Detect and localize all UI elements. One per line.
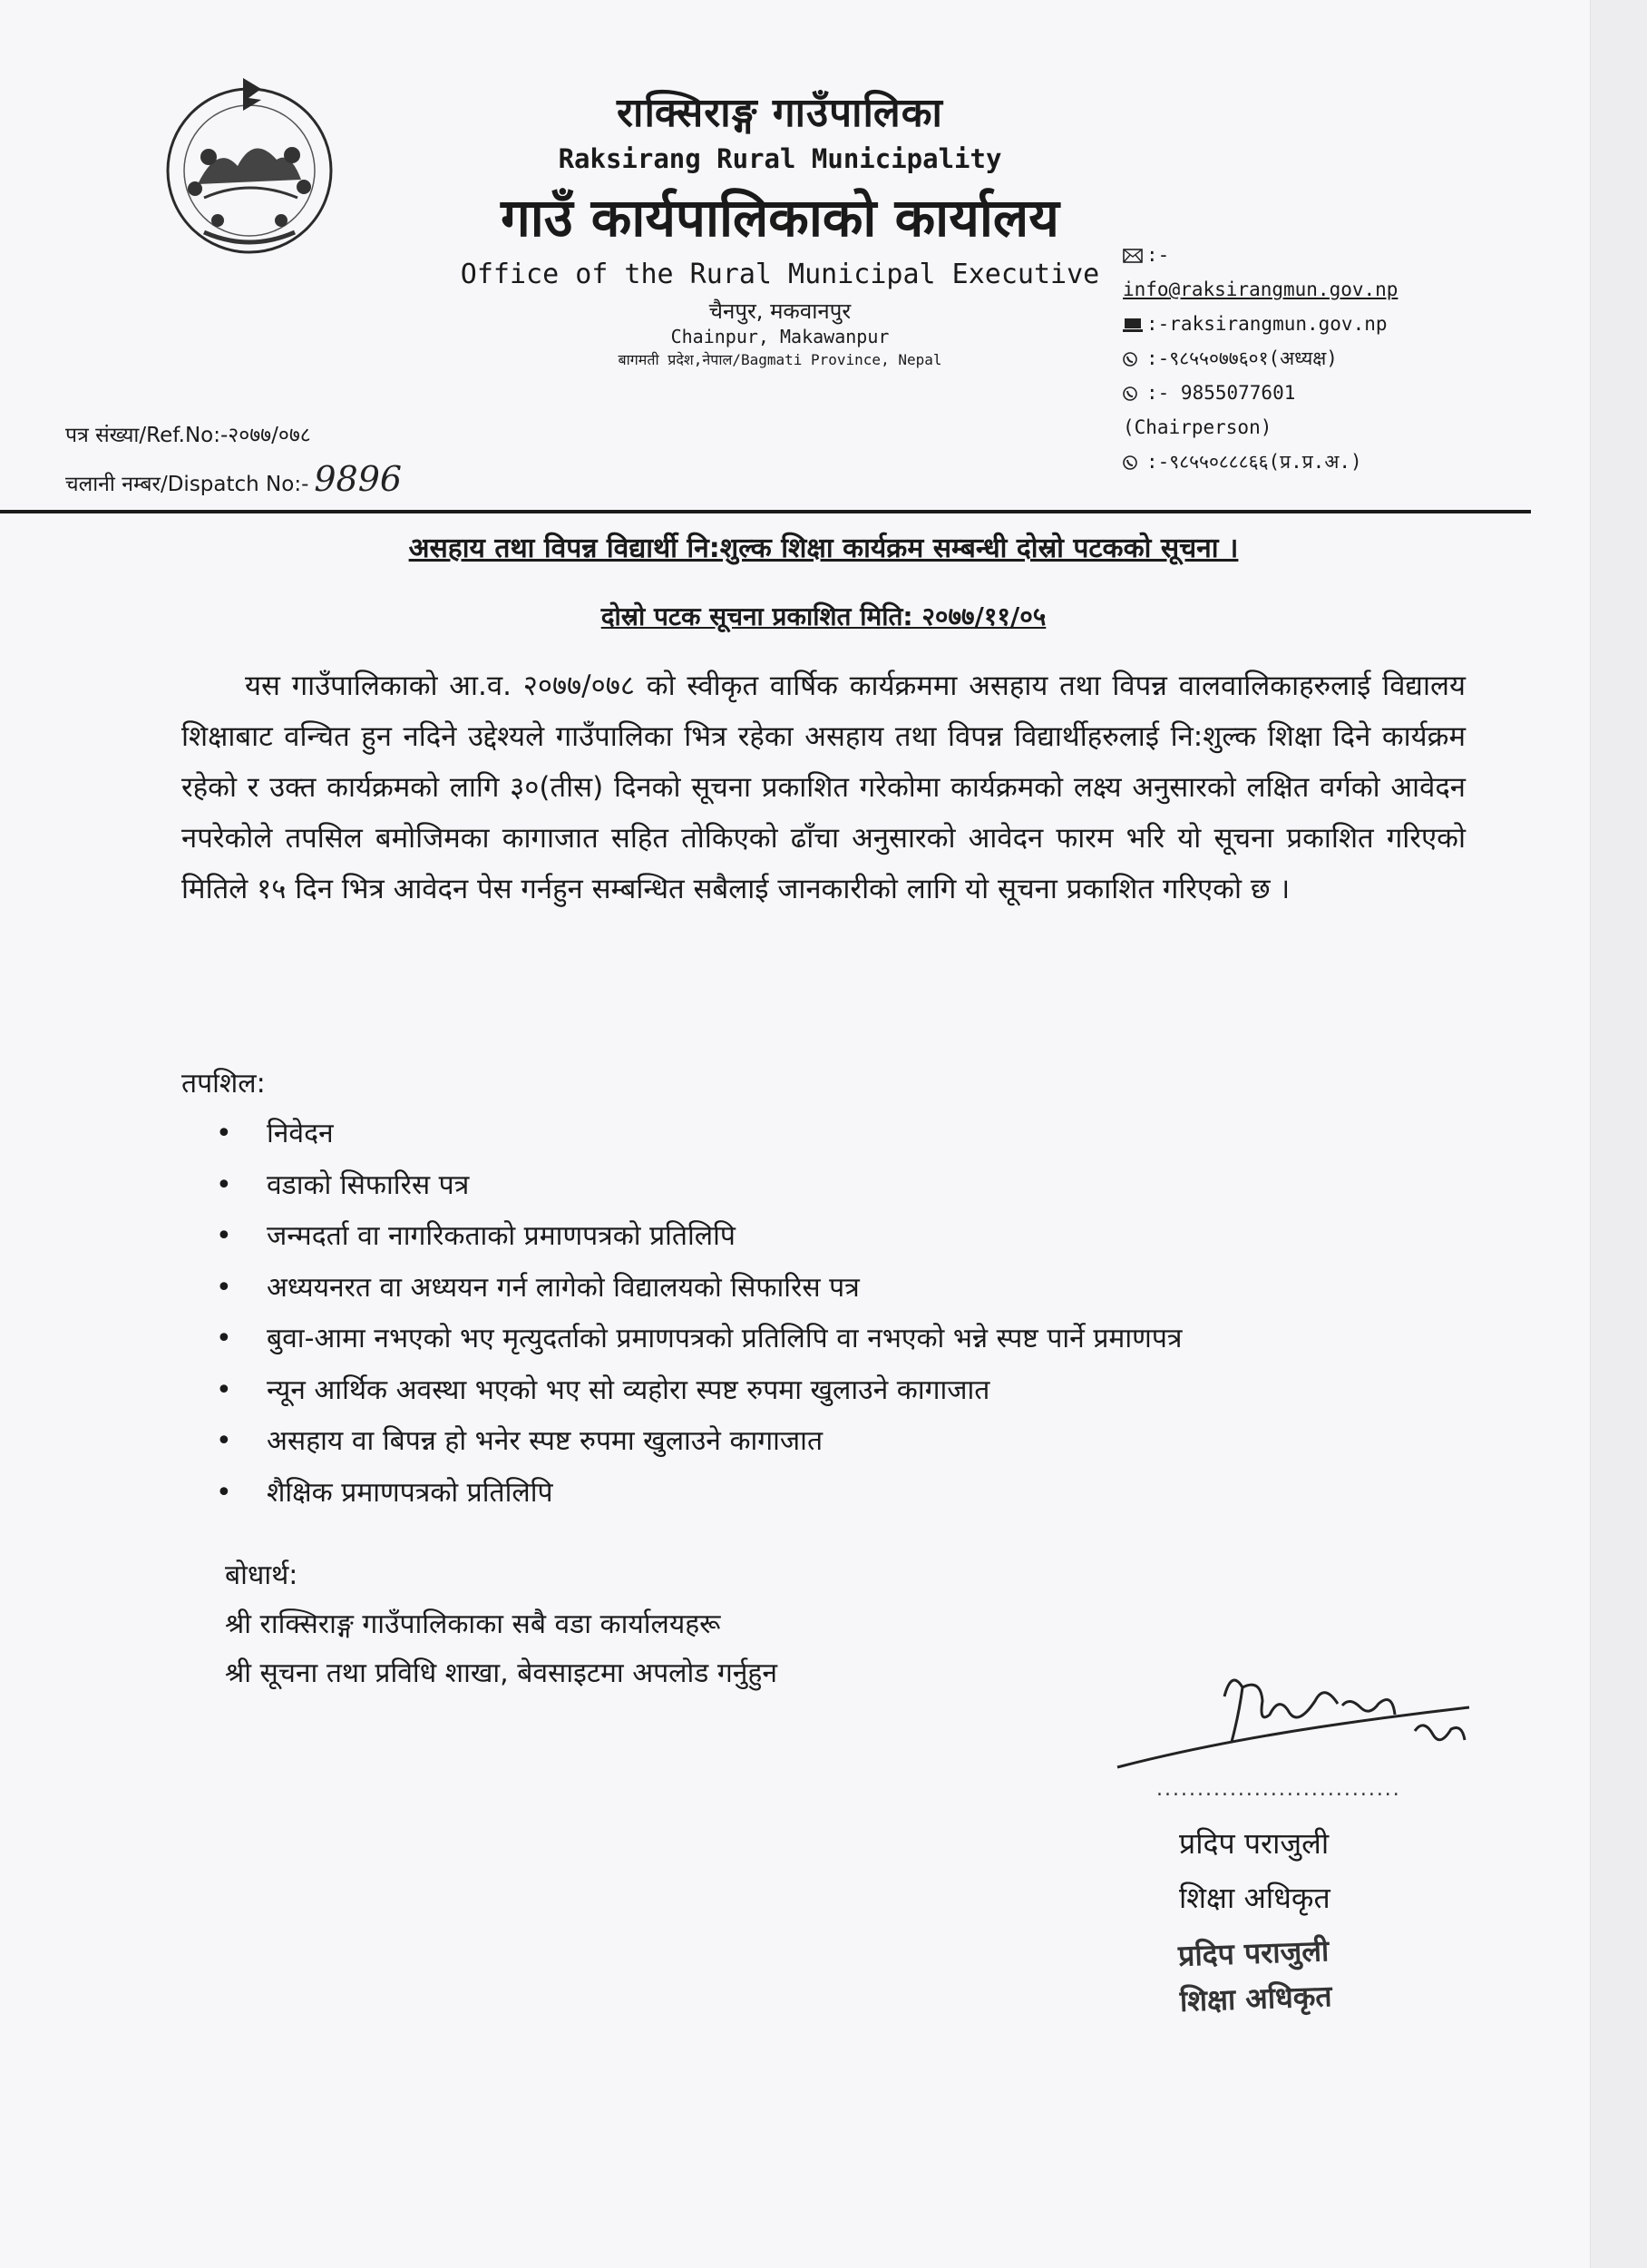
document-list — [216, 1109, 1182, 1519]
ref-number: पत्र संख्या/Ref.No:-२०७७/०७८ — [65, 424, 311, 447]
signature-line: .............................. — [1156, 1778, 1401, 1801]
website-link[interactable]: :-raksirangmun.gov.np — [1146, 313, 1388, 335]
page-edge — [1590, 0, 1647, 2268]
list-item: • जन्मदर्ता वा नागरिकताको प्रमाणपत्रको प्रतिलिपि — [216, 1211, 1182, 1263]
phone-row-3 — [1123, 445, 1467, 479]
list-item: • अध्ययनरत वा अध्ययन गर्न लागेको विद्यालयको सिफारिस पत्र — [216, 1263, 1182, 1315]
municipality-name-en: Raksirang Rural Municipality — [558, 143, 1002, 174]
notice-subtitle: दोस्रो पटक सूचना प्रकाशित मिति: २०७७/११/०५ — [600, 601, 1047, 631]
phone-icon — [1123, 352, 1143, 367]
email-prefix: :- — [1146, 244, 1170, 266]
list-item: • निवेदन — [216, 1109, 1182, 1160]
location-en: Chainpur, Makawanpur — [670, 326, 890, 347]
signatory-name: प्रदिप पराजुली — [1179, 1826, 1330, 1861]
cc-line: श्री सूचना तथा प्रविधि शाखा, बेवसाइटमा अपलोड गर्नुहुन — [225, 1657, 777, 1689]
list-item: • शैक्षिक प्रमाणपत्रको प्रतिलिपि — [216, 1468, 1182, 1520]
website-row — [1123, 307, 1467, 341]
dispatch-number-handwritten: 9896 — [314, 459, 403, 499]
notice-title: असहाय तथा विपन्न विद्यार्थी नि:शुल्क शिक्षा कार्यक्रम सम्बन्धी दोस्रो पटकको सूचना । — [408, 533, 1239, 564]
phone-row-1 — [1123, 341, 1467, 376]
email-link[interactable]: info@raksirangmun.gov.np — [1123, 279, 1398, 300]
contact-block — [1123, 238, 1467, 479]
list-item: • बुवा-आमा नभएको भए मृत्युदर्ताको प्रमाणपत्रको प्रतिलिपि वा नभएको भन्ने स्पष्ट पार्ने प्रमाणपत्र — [216, 1314, 1182, 1365]
office-name-en: Office of the Rural Municipal Executive — [460, 259, 1100, 290]
list-item: • असहाय वा बिपन्न हो भनेर स्पष्ट रुपमा खुलाउने कागाजात — [216, 1416, 1182, 1468]
list-heading: तपशिल: — [181, 1068, 266, 1100]
province: बागमती प्रदेश,नेपाल/Bagmati Province, Nepal — [618, 351, 942, 368]
signatory-stamp — [1177, 1928, 1332, 2024]
header-divider — [0, 510, 1531, 513]
government-emblem-icon — [154, 71, 345, 261]
municipality-name-np: राक्सिराङ्ग गाउँपालिका — [617, 90, 943, 136]
signatory-designation: शिक्षा अधिकृत — [1179, 1881, 1330, 1915]
cc-block — [225, 1551, 777, 1698]
mail-icon — [1123, 249, 1143, 263]
email-row — [1123, 238, 1467, 272]
signatory — [1179, 1816, 1330, 1925]
reference-block — [65, 414, 402, 506]
notice-body: यस गाउँपालिकाको आ.व. २०७७/०७८ को स्वीकृत वार्षिक कार्यक्रममा असहाय तथा विपन्न वालवालिकाहरुलाई विद्यालय शिक्षाबाट वन्चित हुन नदिने उद्देश्यले गाउँपालिका भित्र रहेका असहाय तथा विपन्न विद्यार्थीहरुलाई नि:शुल्क शिक्षा दिने कार्यक्रम रहेको र उक्त कार्यक्रमको लागि ३०(तीस) दिनको सूचना प्रकाशित गरेकोमा कार्यक्रमको लक्ष्य अनुसारको लक्षित वर्गको आवेदन नपरेकोले तपसिल बमोजिमका कागाजात सहित तोकिएको ढाँचा अनुसारको आवेदन फारम भरि यो सूचना प्रकाशित गरिएको मितिले १५ दिन भित्र आवेदन पेस गर्नहुन सम्बन्धित सबैलाई जानकारीको लागि यो सूचना प्रकाशित गरिएको छ । — [181, 670, 1466, 905]
phone-note: (Chairperson) — [1123, 416, 1272, 438]
phone-icon — [1123, 386, 1143, 401]
list-item: • न्यून आर्थिक अवस्था भएको भए सो व्यहोरा स्पष्ट रुपमा खुलाउने कागाजात — [216, 1365, 1182, 1417]
phone-chairperson-en: :- 9855077601 — [1146, 382, 1296, 404]
phone-cao: :-९८५५०८८८६६(प्र.प्र.अ.) — [1146, 451, 1362, 473]
phone-chairperson-np: :-९८५५०७७६०१(अध्यक्ष) — [1146, 347, 1338, 369]
list-item: • वडाको सिफारिस पत्र — [216, 1160, 1182, 1212]
phone-row-2 — [1123, 376, 1467, 410]
dispatch-label: चलानी नम्बर/Dispatch No:- — [65, 473, 309, 496]
dispatch-row — [65, 457, 402, 506]
cc-heading: बोधार्थ: — [225, 1559, 298, 1591]
letterhead — [381, 83, 1179, 369]
office-name-np: गाउँ कार्यपालिकाको कार्यालय — [501, 187, 1059, 249]
stamp-name: प्रदिप पराजुली — [1177, 1933, 1330, 1973]
handwritten-signature — [1106, 1660, 1487, 1778]
location-np: चैनपुर, मकवानपुर — [708, 298, 852, 324]
stamp-designation: शिक्षा अधिकृत — [1179, 1979, 1333, 2019]
phone-icon — [1123, 455, 1143, 470]
computer-icon — [1123, 318, 1143, 332]
cc-line: श्री राक्सिराङ्ग गाउँपालिकाका सबै वडा कार्यालयहरू — [225, 1608, 721, 1640]
